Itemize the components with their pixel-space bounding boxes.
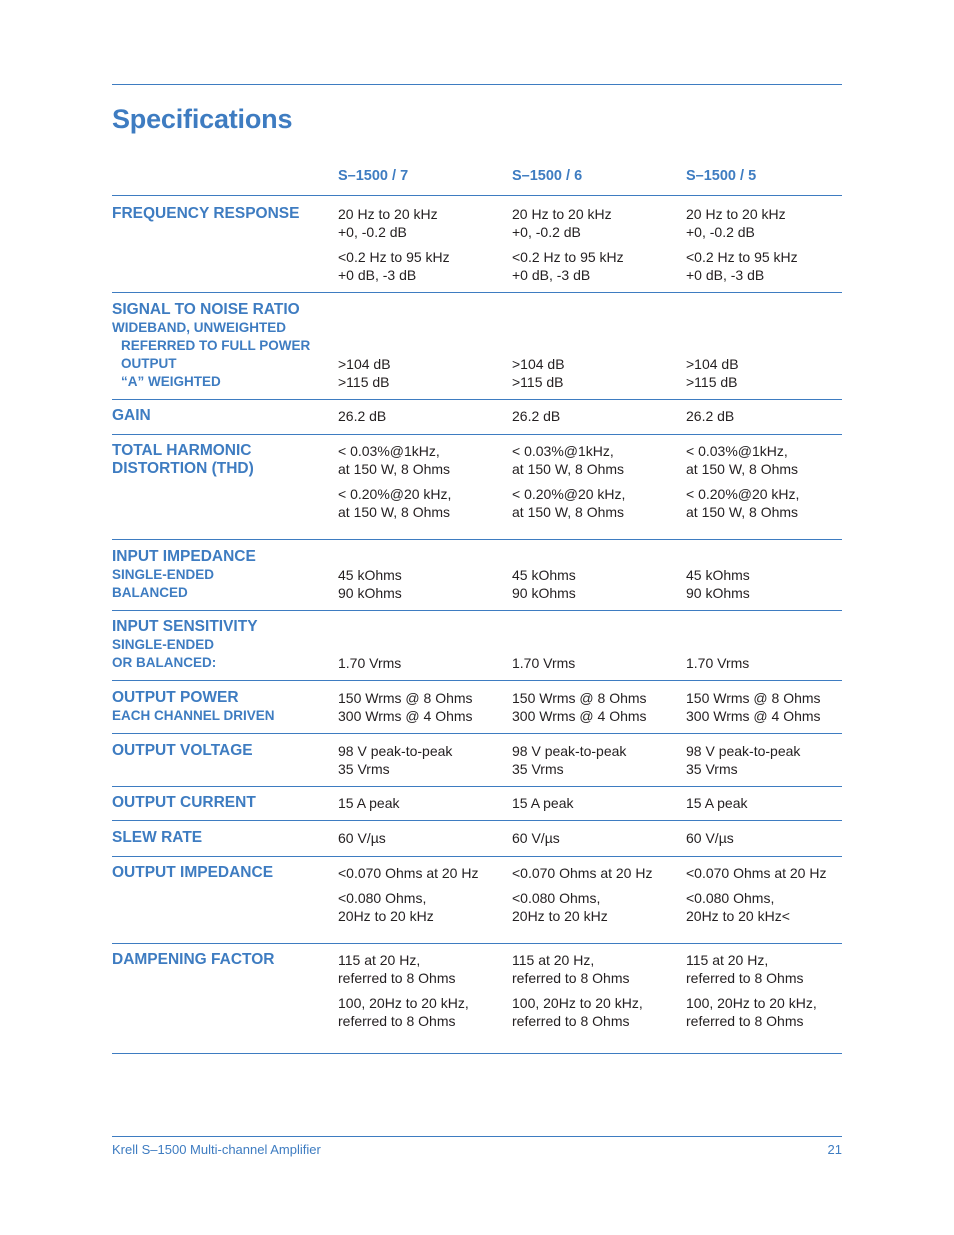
spec-value: >115 dB <box>338 374 390 390</box>
row-separator <box>112 1053 842 1054</box>
spec-label-slew-rate: SLEW RATE <box>112 829 203 846</box>
spec-label-single-ended: SINGLE-ENDED <box>112 637 215 652</box>
spec-value: 60 V/µs <box>338 830 386 846</box>
column-header-s1500-5: S–1500 / 5 <box>686 168 757 184</box>
row-separator <box>112 856 842 857</box>
spec-value: < 0.20%@20 kHz, <box>686 486 800 502</box>
footer-rule <box>112 1136 842 1137</box>
spec-value: <0.2 Hz to 95 kHz <box>686 249 798 265</box>
footer-page-number: 21 <box>827 1142 842 1157</box>
spec-value: at 150 W, 8 Ohms <box>686 504 799 520</box>
row-separator <box>112 195 842 196</box>
spec-value: 35 Vrms <box>338 761 390 777</box>
spec-value: +0, -0.2 dB <box>686 224 755 240</box>
spec-value: 60 V/µs <box>512 830 560 846</box>
spec-value: < 0.20%@20 kHz, <box>512 486 626 502</box>
row-separator <box>112 610 842 611</box>
spec-value: 45 kOhms <box>686 567 750 583</box>
spec-value: at 150 W, 8 Ohms <box>338 504 451 520</box>
spec-value: 35 Vrms <box>512 761 564 777</box>
page-title: Specifications <box>112 104 293 134</box>
spec-value: 98 V peak-to-peak <box>512 743 627 759</box>
spec-value: 150 Wrms @ 8 Ohms <box>338 690 473 706</box>
spec-value: 26.2 dB <box>512 408 561 424</box>
spec-value: 90 kOhms <box>686 585 750 601</box>
spec-value: referred to 8 Ohms <box>338 970 456 986</box>
spec-value: 98 V peak-to-peak <box>686 743 801 759</box>
spec-value: +0 dB, -3 dB <box>512 267 591 283</box>
row-separator <box>112 434 842 435</box>
spec-label-frequency-response: FREQUENCY RESPONSE <box>112 205 300 222</box>
spec-value: 100, 20Hz to 20 kHz, <box>338 995 469 1011</box>
spec-value: referred to 8 Ohms <box>512 1013 630 1029</box>
spec-value: referred to 8 Ohms <box>686 970 804 986</box>
spec-value: 1.70 Vrms <box>338 655 402 671</box>
spec-value: 15 A peak <box>512 795 574 811</box>
spec-value: 45 kOhms <box>512 567 576 583</box>
spec-value: 90 kOhms <box>338 585 402 601</box>
spec-label-or-balanced: OR BALANCED: <box>112 655 217 670</box>
spec-value: <0.070 Ohms at 20 Hz <box>686 865 827 881</box>
spec-value: 150 Wrms @ 8 Ohms <box>686 690 821 706</box>
spec-label-balanced: BALANCED <box>112 585 188 600</box>
spec-value: referred to 8 Ohms <box>338 1013 456 1029</box>
spec-value: +0, -0.2 dB <box>512 224 581 240</box>
spec-value: 98 V peak-to-peak <box>338 743 453 759</box>
spec-value: referred to 8 Ohms <box>686 1013 804 1029</box>
spec-value: <0.070 Ohms at 20 Hz <box>512 865 653 881</box>
spec-label-referred-to-full-power: REFERRED TO FULL POWER <box>121 338 311 353</box>
spec-value: 20 Hz to 20 kHz <box>512 206 612 222</box>
spec-label-output-current: OUTPUT CURRENT <box>112 794 256 811</box>
spec-value: at 150 W, 8 Ohms <box>512 461 625 477</box>
spec-label-gain: GAIN <box>112 407 151 424</box>
row-separator <box>112 733 842 734</box>
spec-value: >104 dB <box>512 356 565 372</box>
spec-value: 100, 20Hz to 20 kHz, <box>512 995 643 1011</box>
column-header-s1500-6: S–1500 / 6 <box>512 168 583 184</box>
row-separator <box>112 680 842 681</box>
spec-value: 15 A peak <box>686 795 748 811</box>
spec-value: <0.2 Hz to 95 kHz <box>512 249 624 265</box>
spec-label-dampening-factor: DAMPENING FACTOR <box>112 951 275 968</box>
spec-label-output-impedance: OUTPUT IMPEDANCE <box>112 864 274 881</box>
spec-value: +0, -0.2 dB <box>338 224 407 240</box>
spec-value: <0.080 Ohms, <box>338 890 427 906</box>
spec-value: <0.080 Ohms, <box>512 890 601 906</box>
spec-value: < 0.20%@20 kHz, <box>338 486 452 502</box>
spec-value: 1.70 Vrms <box>686 655 750 671</box>
spec-label-a-weighted: “A” WEIGHTED <box>121 374 221 389</box>
spec-label-output-power: OUTPUT POWER <box>112 689 239 706</box>
spec-value: 20 Hz to 20 kHz <box>686 206 786 222</box>
spec-value: >115 dB <box>512 374 564 390</box>
spec-value: at 150 W, 8 Ohms <box>338 461 451 477</box>
spec-value: 15 A peak <box>338 795 400 811</box>
spec-label-single-ended: SINGLE-ENDED <box>112 567 215 582</box>
column-header-s1500-7: S–1500 / 7 <box>338 168 409 184</box>
spec-value: <0.2 Hz to 95 kHz <box>338 249 450 265</box>
spec-value: >104 dB <box>686 356 739 372</box>
spec-value: 300 Wrms @ 4 Ohms <box>512 708 647 724</box>
spec-value: 20Hz to 20 kHz <box>512 908 608 924</box>
spec-value: 1.70 Vrms <box>512 655 576 671</box>
spec-value: at 150 W, 8 Ohms <box>512 504 625 520</box>
row-separator <box>112 539 842 540</box>
row-separator <box>112 399 842 400</box>
row-separator <box>112 292 842 293</box>
spec-value: 35 Vrms <box>686 761 738 777</box>
spec-value: 115 at 20 Hz, <box>338 952 421 968</box>
spec-value: 20Hz to 20 kHz <box>338 908 434 924</box>
spec-label-output-voltage: OUTPUT VOLTAGE <box>112 742 253 759</box>
spec-value: 115 at 20 Hz, <box>512 952 595 968</box>
spec-label-total-harmonic: TOTAL HARMONIC <box>112 442 252 459</box>
spec-label-input-impedance: INPUT IMPEDANCE <box>112 548 256 565</box>
spec-label-wideband-unweighted: WIDEBAND, UNWEIGHTED <box>112 320 286 335</box>
spec-label-each-channel-driven: EACH CHANNEL DRIVEN <box>112 708 275 723</box>
spec-value: +0 dB, -3 dB <box>338 267 417 283</box>
spec-value: <0.070 Ohms at 20 Hz <box>338 865 479 881</box>
spec-value: < 0.03%@1kHz, <box>512 443 614 459</box>
spec-value: 45 kOhms <box>338 567 402 583</box>
spec-value: < 0.03%@1kHz, <box>338 443 440 459</box>
spec-value: >115 dB <box>686 374 738 390</box>
spec-label-input-sensitivity: INPUT SENSITIVITY <box>112 618 258 635</box>
spec-value: 90 kOhms <box>512 585 576 601</box>
spec-value: < 0.03%@1kHz, <box>686 443 788 459</box>
top-rule <box>112 84 842 85</box>
spec-label-signal-to-noise-ratio: SIGNAL TO NOISE RATIO <box>112 301 300 318</box>
row-separator <box>112 786 842 787</box>
spec-label-output: OUTPUT <box>121 356 177 371</box>
spec-value: referred to 8 Ohms <box>512 970 630 986</box>
spec-value: 300 Wrms @ 4 Ohms <box>338 708 473 724</box>
spec-value: 20Hz to 20 kHz< <box>686 908 790 924</box>
spec-value: 26.2 dB <box>686 408 735 424</box>
row-separator <box>112 820 842 821</box>
spec-value: at 150 W, 8 Ohms <box>686 461 799 477</box>
spec-value: +0 dB, -3 dB <box>686 267 765 283</box>
spec-value: 115 at 20 Hz, <box>686 952 769 968</box>
spec-value: 100, 20Hz to 20 kHz, <box>686 995 817 1011</box>
spec-label-distortion-thd: DISTORTION (THD) <box>112 460 254 477</box>
row-separator <box>112 943 842 944</box>
footer-document-title: Krell S–1500 Multi-channel Amplifier <box>112 1142 321 1157</box>
spec-value: 60 V/µs <box>686 830 734 846</box>
spec-value: >104 dB <box>338 356 391 372</box>
spec-value: 26.2 dB <box>338 408 387 424</box>
spec-value: 300 Wrms @ 4 Ohms <box>686 708 821 724</box>
spec-value: <0.080 Ohms, <box>686 890 775 906</box>
spec-value: 20 Hz to 20 kHz <box>338 206 438 222</box>
spec-value: 150 Wrms @ 8 Ohms <box>512 690 647 706</box>
